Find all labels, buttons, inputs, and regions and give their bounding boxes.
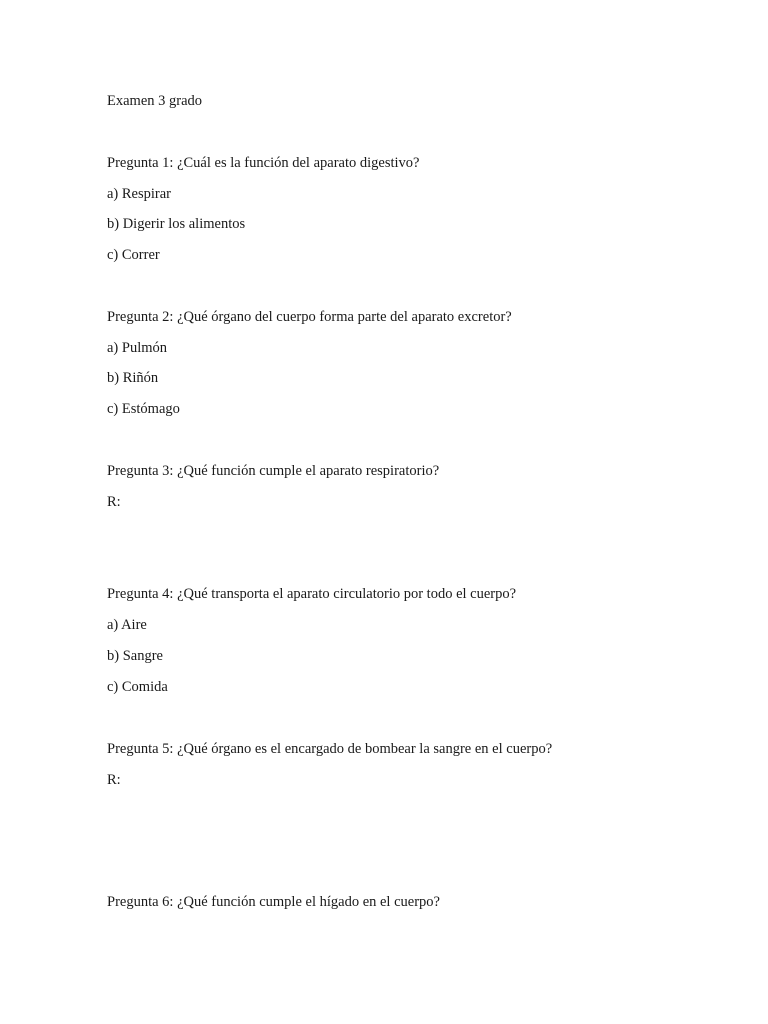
- question-3-answer-label: R:: [107, 494, 121, 510]
- question-2-option-b: b) Riñón: [107, 370, 159, 386]
- question-2-option-c: c) Estómago: [107, 401, 180, 417]
- question-5-answer-label: R:: [107, 772, 121, 788]
- question-2-option-a: a) Pulmón: [107, 340, 168, 356]
- question-1-text: Pregunta 1: ¿Cuál es la función del aparato digestivo?: [107, 155, 420, 171]
- question-1-option-a: a) Respirar: [107, 186, 172, 202]
- question-4-option-a: a) Aire: [107, 617, 147, 633]
- question-6-text: Pregunta 6: ¿Qué función cumple el hígado en el cuerpo?: [107, 894, 440, 910]
- question-4-text: Pregunta 4: ¿Qué transporta el aparato circulatorio por todo el cuerpo?: [107, 586, 517, 602]
- question-4-option-b: b) Sangre: [107, 648, 163, 664]
- question-1-option-b: b) Digerir los alimentos: [107, 216, 246, 232]
- question-1-option-c: c) Correr: [107, 247, 160, 263]
- question-3-text: Pregunta 3: ¿Qué función cumple el aparato respiratorio?: [107, 463, 440, 479]
- question-4-option-c: c) Comida: [107, 679, 168, 695]
- question-5-text: Pregunta 5: ¿Qué órgano es el encargado de bombear la sangre en el cuerpo?: [107, 741, 553, 757]
- question-2-text: Pregunta 2: ¿Qué órgano del cuerpo forma parte del aparato excretor?: [107, 309, 512, 325]
- document-title: Examen 3 grado: [107, 93, 203, 109]
